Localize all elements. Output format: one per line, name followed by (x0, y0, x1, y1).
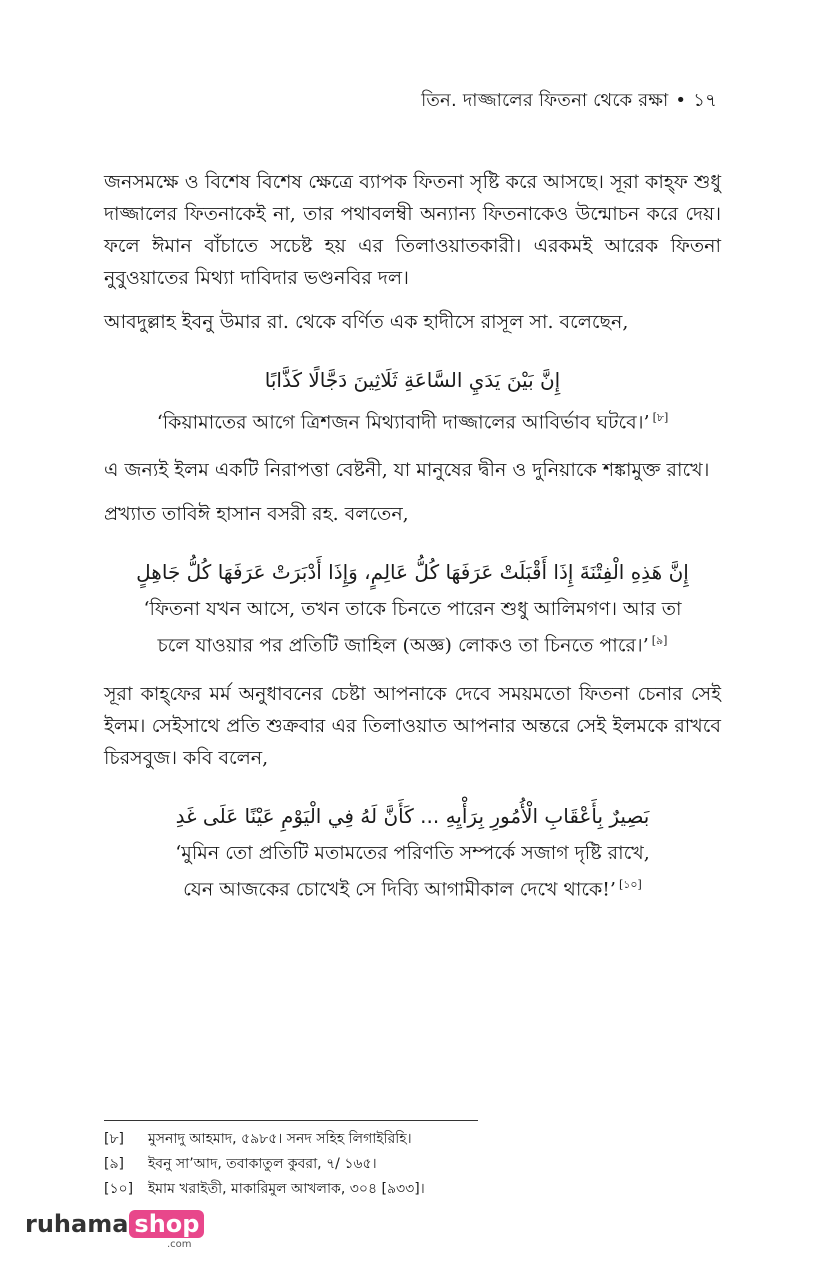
paragraph: সূরা কাহ্‌ফের মর্ম অনুধাবনের চেষ্টা আপনাকে দেবে সময়মতো ফিতনা চেনার সেই ইলম। সেইসাথে প্রতি শুক্রবার এর তিলাওয়াত আপনার অন্তরে সেই ইলমকে রাখবে চিরসবুজ। কবি বলেন, (104, 682, 721, 769)
footnote-ref[interactable]: [১০] (618, 877, 642, 891)
translation-quote (104, 402, 721, 438)
footnote-divider (104, 1120, 478, 1121)
ruhamashop-logo (25, 1210, 204, 1250)
paragraph: এ জন্যই ইলম একটি নিরাপত্তা বেষ্টনী, যা মানুষের দ্বীন ও দুনিয়াকে শঙ্কামুক্ত রাখে। (104, 459, 710, 482)
footnote-text: মুসনাদু আহমাদ, ৫৯৮৫। সনদ সহিহ লিগাইরিহি। (148, 1131, 412, 1147)
footnote-text: ইমাম খরাইতী, মাকারিমুল আখলাক, ৩০৪ [৯৩৩]। (148, 1181, 425, 1197)
translation-quote (104, 838, 721, 905)
arabic-saying: إِنَّ هَذِهِ الْفِتْنَةَ إِذَا أَقْبَلَتْ عَرَفَهَا كُلُّ عَالِمٍ، وَإِذَا أَدْبَرَتْ عَرَفَهَا كُلُّ جَاهِلٍ (136, 560, 689, 585)
footnote-number: [৮] (104, 1131, 125, 1147)
quote-line: ‘ফিতনা যখন আসে, তখন তাকে চিনতে পারেন শুধু আলিমগণ। আর তা (143, 598, 682, 621)
footnote-ref[interactable]: [৮] (652, 411, 669, 424)
chapter-title: তিন. দাজ্জালের ফিতনা থেকে রক্ষা (421, 90, 669, 111)
footnote-ref[interactable]: [৯] (651, 634, 668, 648)
quote-text: চলে যাওয়ার পর প্রতিটি জাহিল (অজ্ঞ) লোকও তা চিনতে পারে।’ (157, 634, 649, 657)
separator-dot: • (675, 90, 687, 111)
footnotes (104, 1127, 724, 1202)
quote-text: যেন আজকের চোখেই সে দিব্যি আগামীকাল দেখে থাকে!’ (183, 877, 616, 900)
running-head (421, 86, 717, 117)
quote-text: ‘কিয়ামাতের আগে ত্রিশজন মিথ্যাবাদী দাজ্জালের আবির্ভাব ঘটবে।’ (156, 411, 650, 434)
arabic-poetry: بَصِيرٌ بِأَعْقَابِ الْأُمُورِ بِرَأْيِهِ ... كَأَنَّ لَهُ فِي الْيَوْمِ عَيْنًا عَلَى غَدِ (175, 803, 650, 828)
logo-brand-right: shop (129, 1210, 204, 1238)
quote-line (104, 625, 721, 661)
footnote-item (104, 1152, 724, 1177)
quote-line: ‘মুমিন তো প্রতিটি মতামতের পরিণতি সম্পর্কে সজাগ দৃষ্টি রাখে, (175, 841, 650, 864)
page-body (104, 166, 721, 921)
footnote-number: [৯] (104, 1156, 125, 1172)
paragraph: আবদুল্লাহ ইবনু উমার রা. থেকে বর্ণিত এক হাদীসে রাসূল সা. বলেছেন, (104, 311, 629, 333)
translation-quote (104, 594, 721, 661)
paragraph: জনসমক্ষে ও বিশেষ বিশেষ ক্ষেত্রে ব্যাপক ফিতনা সৃষ্টি করে আসছে। সূরা কাহ্‌ফ শুধু দাজ্জালের ফিতনাকেই না, তার পথাবলম্বী অন্যান্য ফিতনাকেও উন্মোচন করে দেয়। ফলে ঈমান বাঁচাতে সচেষ্ট হয় এর তিলাওয়াতকারী। এরকমই আরেক ফিতনা নুবুওয়াতের মিথ্যা দাবিদার ভণ্ডনবির দল। (104, 171, 721, 289)
footnote-number: [১০] (104, 1181, 134, 1197)
paragraph: প্রখ্যাত তাবিঈ হাসান বসরী রহ. বলতেন, (104, 503, 409, 526)
logo-brand-left: ruhama (25, 1210, 129, 1238)
quote-line (104, 869, 721, 905)
page-number: ১৭ (693, 90, 717, 111)
footnote-item (104, 1127, 724, 1152)
footnote-text: ইবনু সা’আদ, তবাকাতুল কুবরা, ৭/ ১৬৫। (148, 1156, 377, 1172)
footnote-item (104, 1177, 724, 1202)
arabic-hadith: إِنَّ بَيْنَ يَدَيِ السَّاعَةِ ثَلَاثِينَ دَجَّالًا كَذَّابًا (264, 368, 561, 392)
logo-suffix: .com (167, 1239, 192, 1250)
